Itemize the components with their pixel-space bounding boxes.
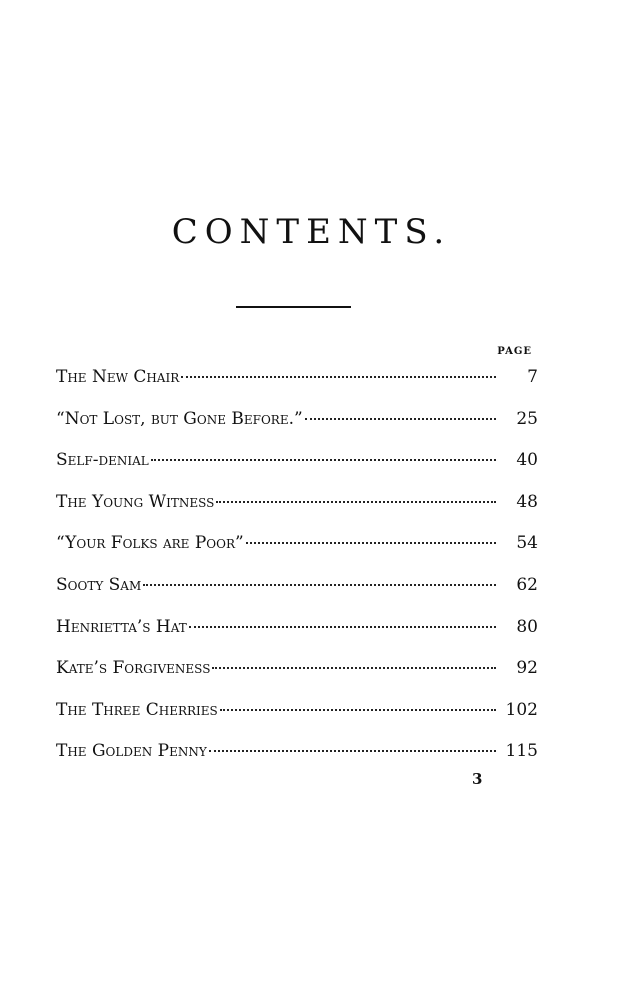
- toc-entry-title: The New Chair: [56, 367, 180, 387]
- toc-dot-leader: [209, 750, 496, 752]
- toc-entry-title: “Not Lost, but Gone Before.”: [56, 408, 303, 429]
- toc-entry: [56, 363, 538, 405]
- toc-entry-title: The Young Witness: [56, 491, 215, 512]
- table-of-contents: [56, 363, 538, 779]
- toc-dot-leader: [181, 376, 496, 378]
- toc-entry: [56, 529, 538, 571]
- toc-entry-page: 102: [505, 699, 538, 720]
- toc-entry-page: 92: [516, 658, 538, 679]
- toc-entry: [56, 488, 538, 530]
- toc-entry-title: Sooty Sam: [56, 574, 142, 595]
- toc-entry-page: 80: [516, 616, 538, 637]
- toc-entry-page: 40: [516, 450, 538, 471]
- toc-entry-page: 48: [516, 491, 538, 512]
- toc-entry-page: 7: [527, 367, 538, 387]
- toc-entry: [56, 737, 538, 779]
- toc-dot-leader: [305, 418, 496, 420]
- toc-dot-leader: [189, 626, 496, 628]
- toc-entry-title: Kate’s Forgiveness: [56, 658, 211, 679]
- page-title: CONTENTS.: [171, 212, 452, 252]
- title-rule: [236, 306, 351, 308]
- toc-dot-leader: [246, 542, 496, 544]
- toc-entry: [56, 654, 538, 696]
- toc-entry-title: Self-denial: [56, 450, 149, 471]
- toc-entry: [56, 571, 538, 613]
- toc-entry-page: 25: [516, 408, 538, 429]
- toc-entry-title: The Three Cherries: [56, 699, 218, 720]
- toc-dot-leader: [143, 584, 496, 586]
- toc-entry-title: “Your Folks are Poor”: [56, 533, 244, 554]
- toc-dot-leader: [220, 709, 496, 711]
- toc-entry: [56, 405, 538, 447]
- toc-dot-leader: [151, 459, 496, 461]
- toc-entry: [56, 696, 538, 738]
- toc-dot-leader: [216, 501, 496, 503]
- page-column-heading: PAGE: [497, 346, 532, 357]
- page-number: 3: [472, 770, 483, 788]
- toc-entry-title: The Golden Penny: [56, 741, 207, 762]
- toc-entry-title: Henrietta’s Hat: [56, 616, 187, 637]
- toc-entry-page: 62: [516, 574, 538, 595]
- toc-entry: [56, 446, 538, 488]
- toc-entry: [56, 613, 538, 655]
- toc-entry-page: 115: [505, 741, 538, 762]
- toc-dot-leader: [212, 667, 496, 669]
- toc-entry-page: 54: [516, 533, 538, 554]
